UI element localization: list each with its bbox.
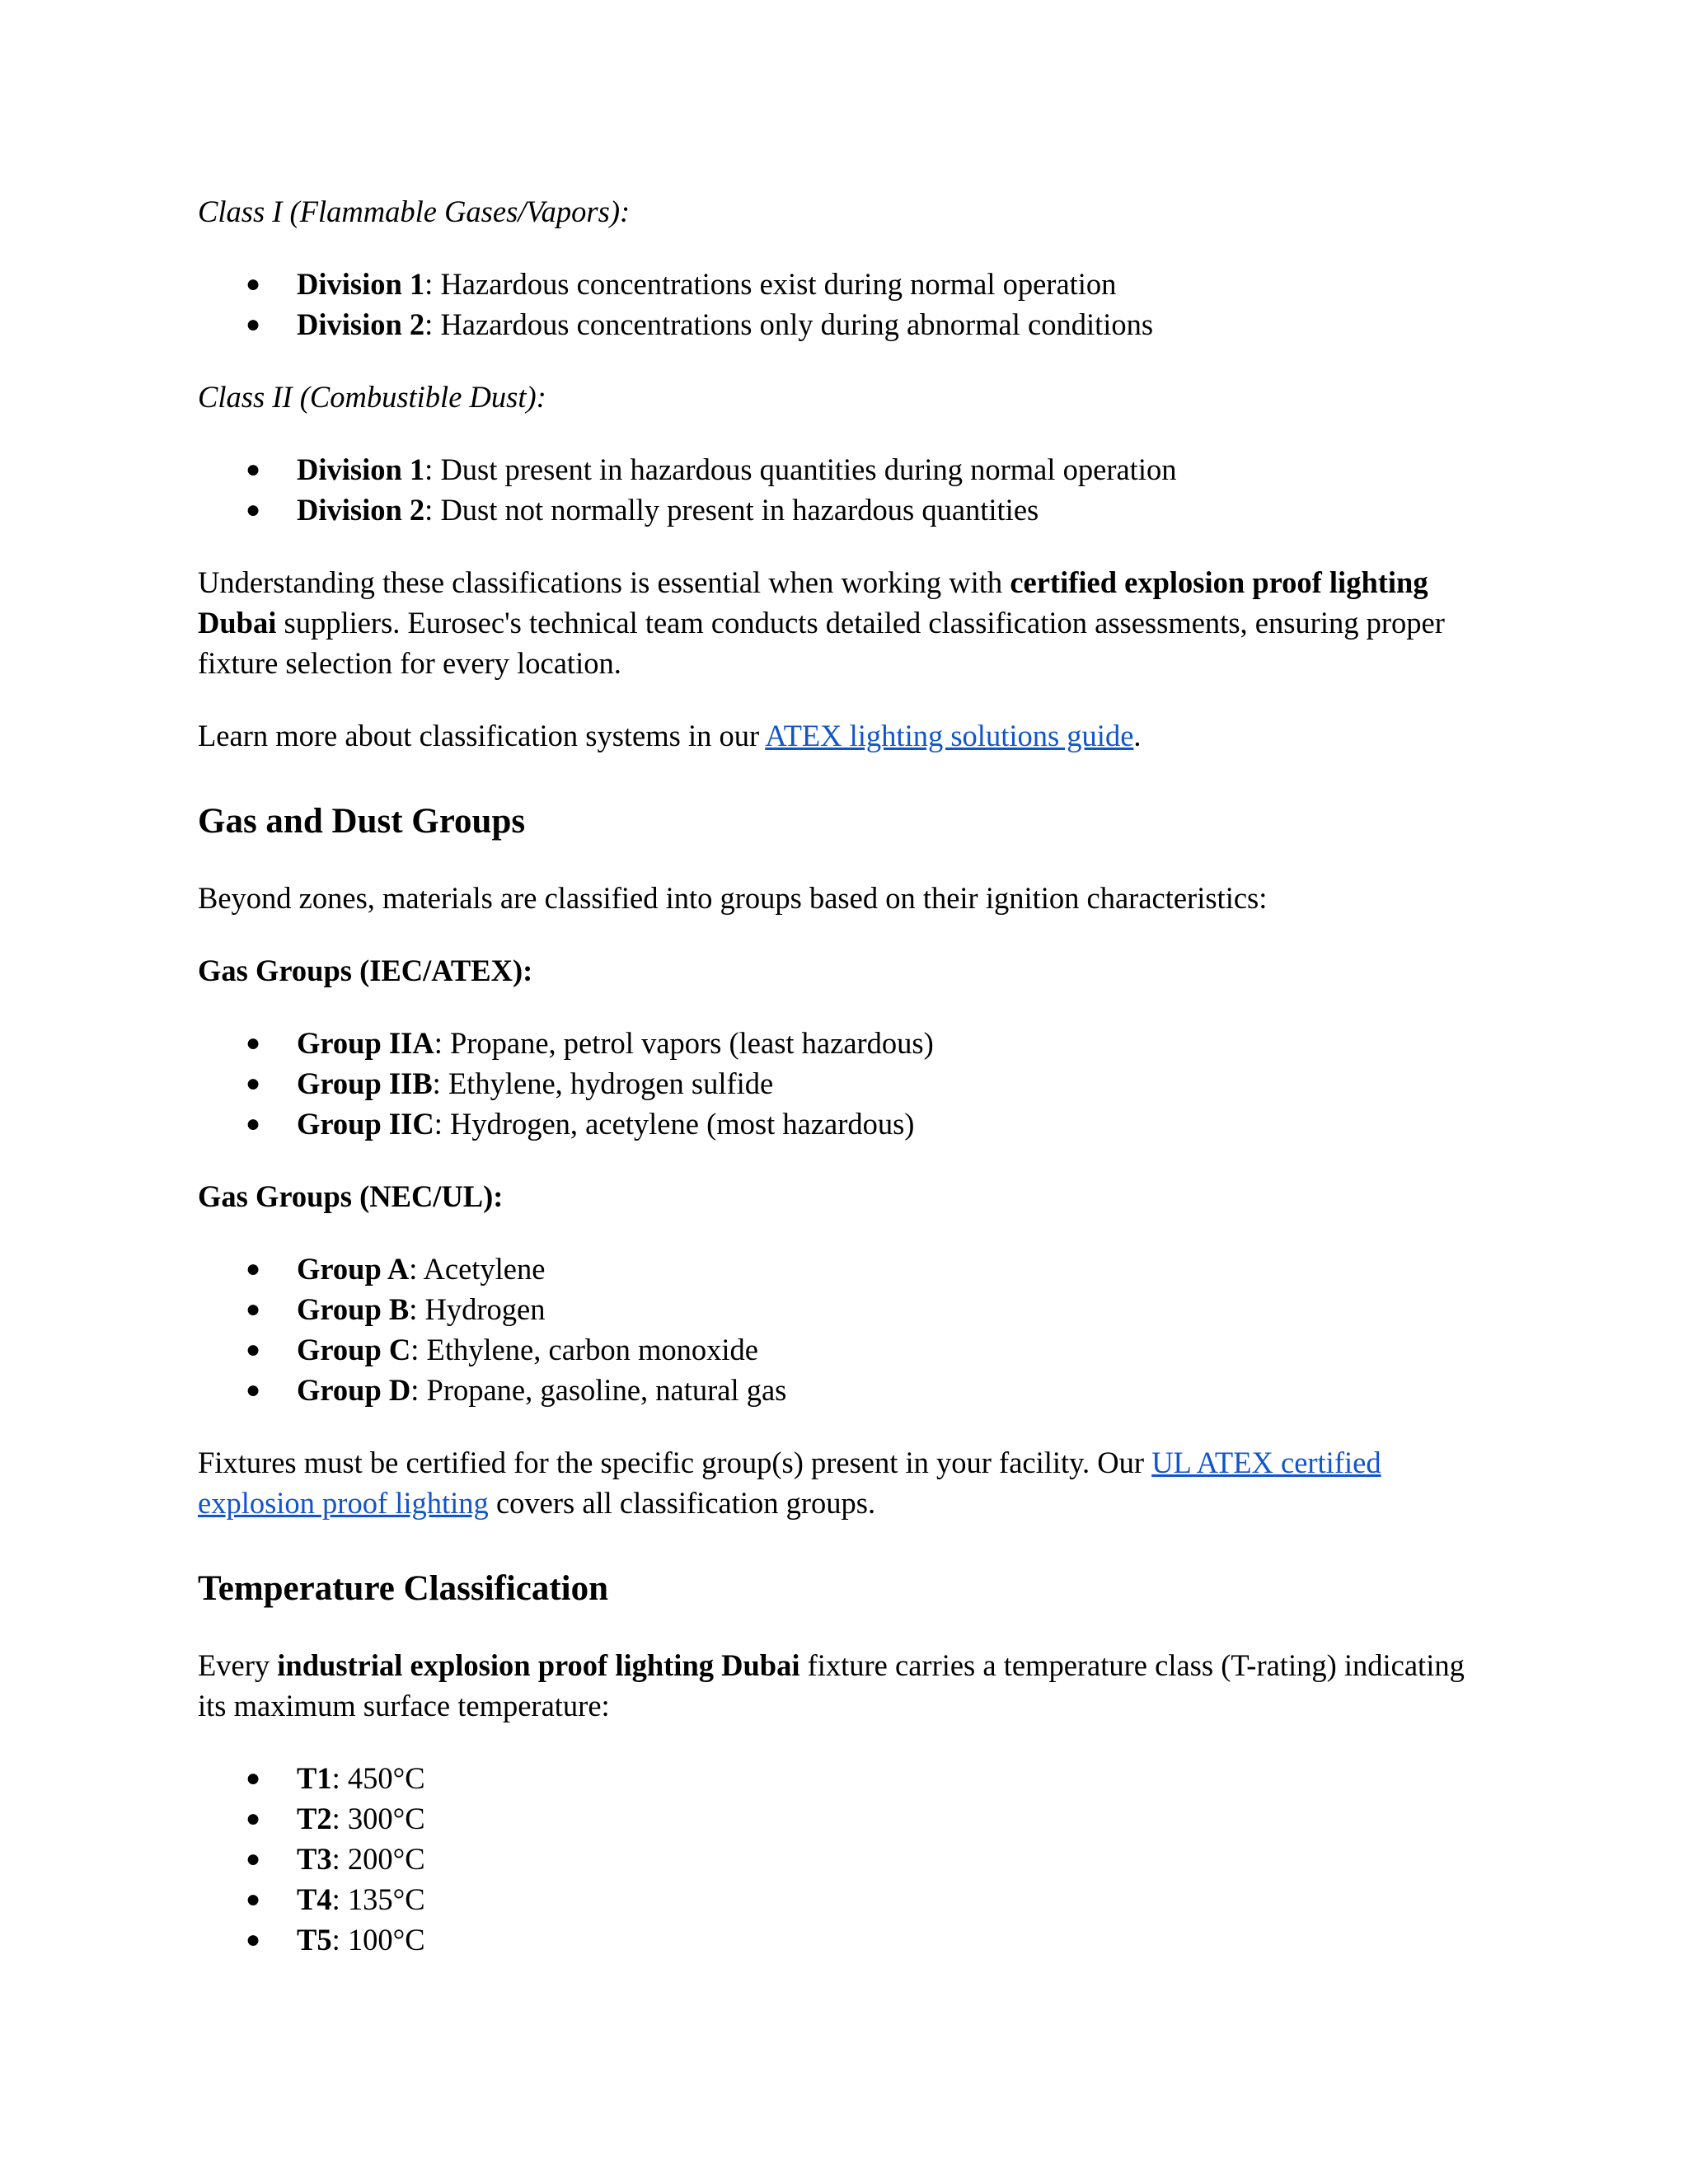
list-item-desc: : 300°C — [331, 1802, 425, 1835]
list-item-term: T4 — [297, 1882, 332, 1916]
class2-label: Class II (Combustible Dust): — [198, 380, 546, 414]
list-item — [198, 1023, 1500, 1063]
list-item-desc: : Propane, gasoline, natural gas — [410, 1373, 787, 1407]
bullet-icon: ● — [246, 1255, 261, 1282]
class1-label: Class I (Flammable Gases/Vapors): — [198, 194, 631, 228]
list-item — [198, 449, 1500, 490]
list-item-term: Division 2 — [297, 493, 425, 527]
temperature-text-pre: Every — [198, 1648, 278, 1682]
list-item-term: Group B — [297, 1292, 410, 1326]
list-item-desc: : Propane, petrol vapors (least hazardous) — [434, 1026, 934, 1060]
learn-more-text-post: . — [1133, 719, 1142, 752]
fixtures-paragraph — [198, 1442, 1500, 1523]
temperature-heading: Temperature Classification — [198, 1569, 609, 1608]
understanding-text-pre: Understanding these classifications is essential when working with — [198, 565, 1010, 599]
list-item-term: Group A — [297, 1252, 410, 1286]
list-item — [198, 1839, 1500, 1879]
list-item-desc: : Hydrogen, acetylene (most hazardous) — [434, 1107, 915, 1141]
groups-intro: Beyond zones, materials are classified into groups based on their ignition characteristics: — [198, 881, 1268, 915]
bullet-icon: ● — [246, 1070, 261, 1097]
list-item-desc: : Dust not normally present in hazardous quantities — [424, 493, 1039, 527]
list-item-term: T5 — [297, 1923, 332, 1957]
list-item — [198, 1063, 1500, 1104]
fixtures-text-pre: Fixtures must be certified for the specific group(s) present in your facility. Our — [198, 1446, 1152, 1479]
iec-groups-list — [198, 1023, 1500, 1144]
list-item — [198, 1289, 1500, 1329]
bullet-icon: ● — [246, 1765, 261, 1792]
understanding-keyword: certified explosion proof lighting Dubai — [198, 565, 1428, 640]
learn-more-paragraph — [198, 715, 1500, 756]
list-item — [198, 1104, 1500, 1144]
class2-list — [198, 449, 1500, 530]
t-ratings-list — [198, 1758, 1500, 1960]
bullet-icon: ● — [246, 1926, 261, 1953]
atex-guide-link[interactable]: ATEX lighting solutions guide — [765, 719, 1134, 752]
list-item — [198, 1798, 1500, 1839]
understanding-paragraph — [198, 562, 1500, 683]
understanding-text-post: suppliers. Eurosec's technical team conducts detailed classification assessments, ensuring proper fixture selection for every location. — [198, 606, 1445, 680]
nec-groups-label: Gas Groups (NEC/UL): — [198, 1179, 504, 1213]
list-item-desc: : Ethylene, hydrogen sulfide — [432, 1066, 774, 1100]
list-item-term: T2 — [297, 1802, 332, 1835]
document-page — [198, 191, 1500, 1992]
list-item-desc: : Hazardous concentrations exist during normal operation — [424, 267, 1117, 301]
list-item-term: Division 2 — [297, 307, 425, 341]
groups-heading: Gas and Dust Groups — [198, 802, 526, 841]
bullet-icon: ● — [246, 270, 261, 298]
list-item — [198, 264, 1500, 304]
learn-more-text-pre: Learn more about classification systems in our — [198, 719, 766, 752]
list-item-term: T1 — [297, 1761, 332, 1795]
bullet-icon: ● — [246, 496, 261, 523]
bullet-icon: ● — [246, 1845, 261, 1872]
list-item-desc: : Acetylene — [409, 1252, 546, 1286]
ul-atex-lighting-link[interactable]: UL ATEX certified explosion proof lighting — [198, 1446, 1381, 1520]
list-item-term: Group IIA — [297, 1026, 434, 1060]
bullet-icon: ● — [246, 1376, 261, 1404]
list-item — [198, 490, 1500, 530]
list-item-term: T3 — [297, 1842, 332, 1876]
list-item-term: Division 1 — [297, 452, 425, 486]
list-item — [198, 1370, 1500, 1410]
iec-groups-label: Gas Groups (IEC/ATEX): — [198, 954, 533, 987]
list-item-desc: : Ethylene, carbon monoxide — [410, 1333, 758, 1366]
list-item-desc: : Dust present in hazardous quantities during normal operation — [424, 452, 1177, 486]
bullet-icon: ● — [246, 1110, 261, 1137]
list-item-desc: : Hazardous concentrations only during abnormal conditions — [424, 307, 1154, 341]
list-item — [198, 304, 1500, 344]
bullet-icon: ● — [246, 1336, 261, 1363]
list-item-desc: : 450°C — [331, 1761, 425, 1795]
list-item-desc: : 100°C — [331, 1923, 425, 1957]
list-item-term: Division 1 — [297, 267, 425, 301]
list-item-desc: : Hydrogen — [409, 1292, 546, 1326]
class1-list — [198, 264, 1500, 344]
bullet-icon: ● — [246, 1296, 261, 1323]
list-item-term: Group D — [297, 1373, 411, 1407]
list-item — [198, 1879, 1500, 1919]
temperature-text-post: fixture carries a temperature class (T-rating) indicating its maximum surface temperature: — [198, 1648, 1465, 1722]
list-item-term: Group C — [297, 1333, 411, 1366]
bullet-icon: ● — [246, 1886, 261, 1913]
list-item-term: Group IIB — [297, 1066, 433, 1100]
bullet-icon: ● — [246, 311, 261, 338]
list-item-term: Group IIC — [297, 1107, 434, 1141]
bullet-icon: ● — [246, 1805, 261, 1832]
temperature-keyword: industrial explosion proof lighting Dubai — [277, 1648, 800, 1682]
list-item — [198, 1758, 1500, 1798]
list-item-desc: : 200°C — [331, 1842, 425, 1876]
list-item-desc: : 135°C — [331, 1882, 425, 1916]
nec-groups-list — [198, 1249, 1500, 1410]
temperature-paragraph — [198, 1645, 1500, 1726]
list-item — [198, 1329, 1500, 1370]
bullet-icon: ● — [246, 456, 261, 483]
list-item — [198, 1919, 1500, 1960]
bullet-icon: ● — [246, 1029, 261, 1057]
list-item — [198, 1249, 1500, 1289]
fixtures-text-post: covers all classification groups. — [488, 1486, 876, 1520]
